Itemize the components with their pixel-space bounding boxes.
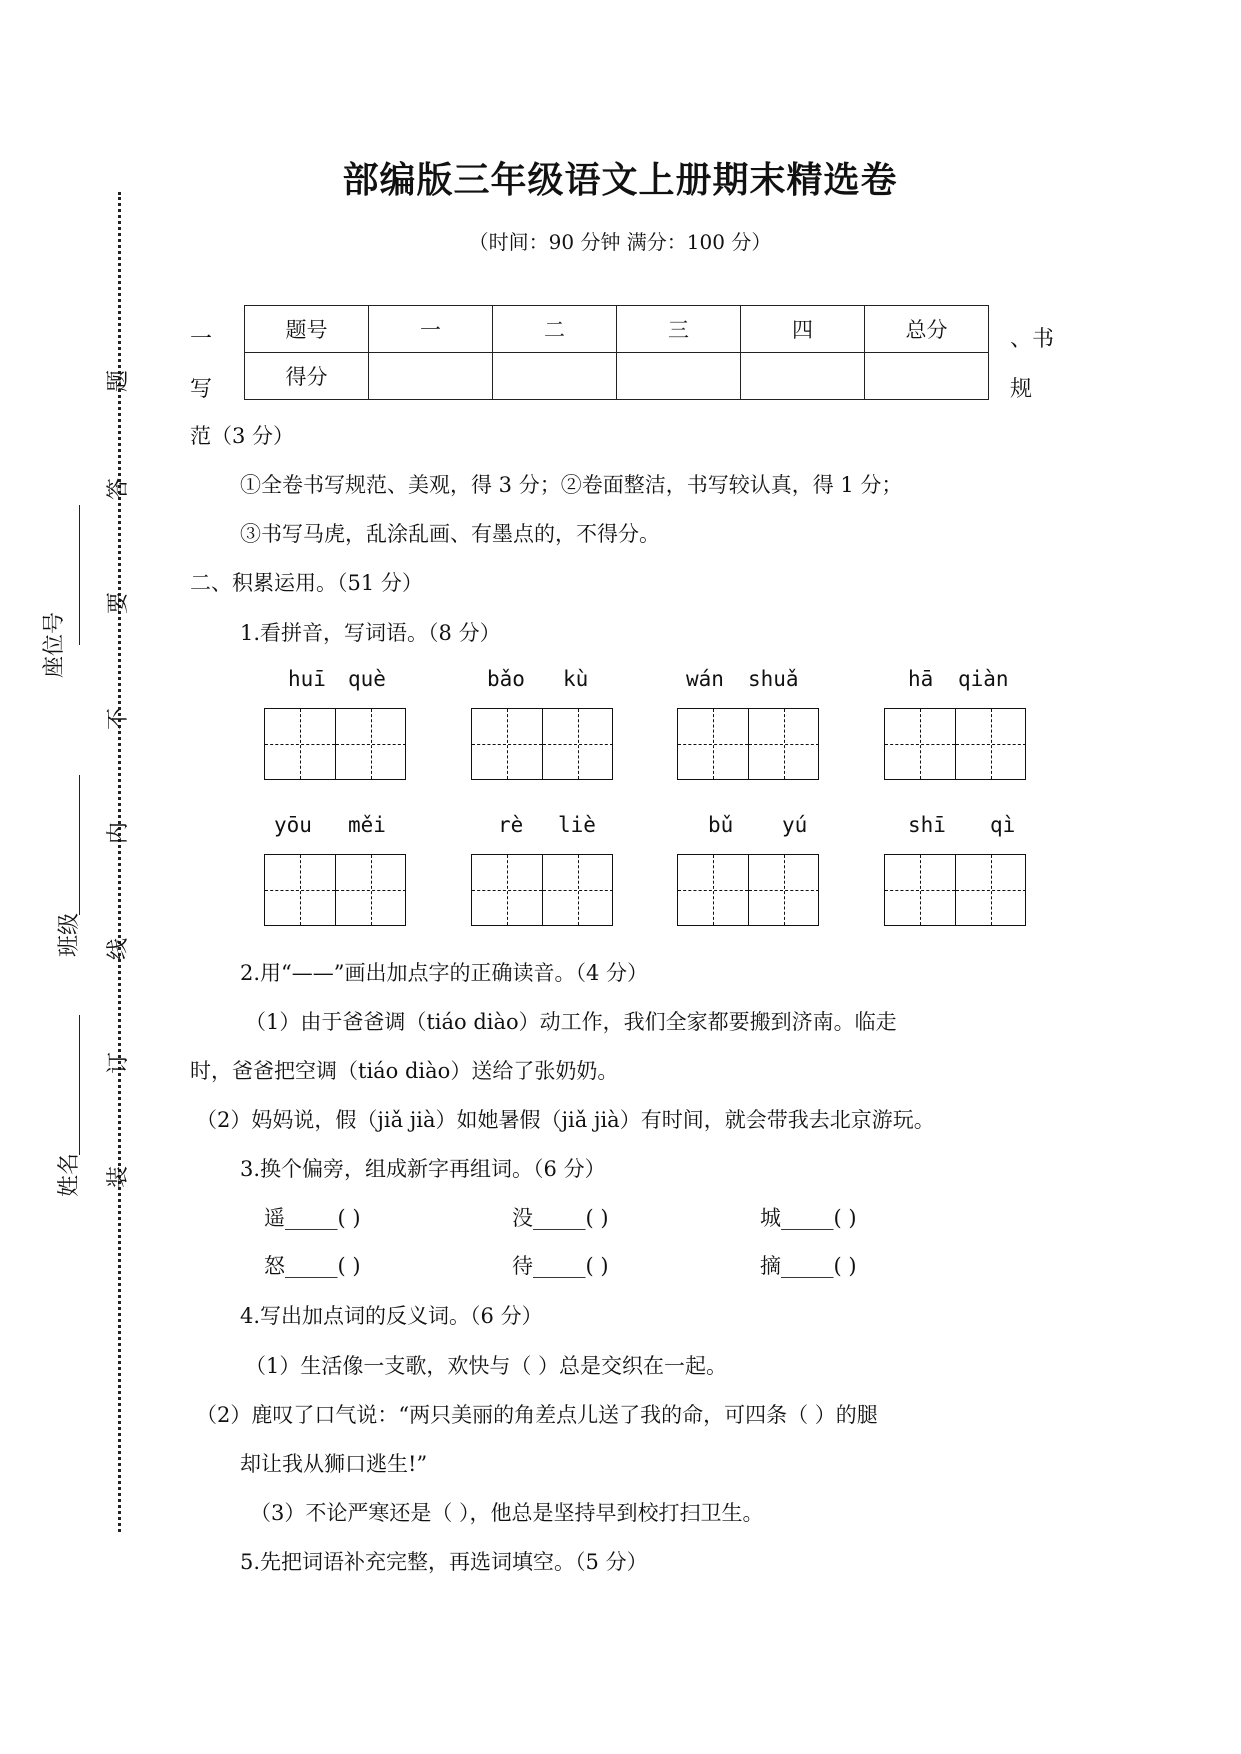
- q4-sentence: （3）不论严寒还是（ ），他总是坚持早到校打扫卫生。: [250, 1501, 764, 1525]
- writing-grid[interactable]: [884, 708, 1026, 780]
- q3-item[interactable]: 摘_____( ): [760, 1254, 857, 1278]
- writing-grid[interactable]: [884, 854, 1026, 926]
- pinyin: měi: [348, 813, 386, 837]
- pinyin: bǎo: [487, 667, 525, 691]
- class-label: 班级: [57, 913, 82, 958]
- table-header-cell: 四: [741, 306, 865, 353]
- q5-prompt: 5.先把词语补充完整，再选词填空。（5 分）: [240, 1550, 648, 1574]
- table-header-cell: 题号: [245, 306, 369, 353]
- q1-prompt: 1.看拼音，写词语。（8 分）: [240, 621, 501, 645]
- q3-item[interactable]: 城_____( ): [760, 1206, 857, 1230]
- table-header-cell: 三: [617, 306, 741, 353]
- pinyin: qiàn: [958, 667, 1009, 691]
- binding-char: 线: [106, 938, 131, 961]
- pinyin: huī: [288, 667, 326, 691]
- exam-info: （时间：90 分钟 满分：100 分）: [468, 230, 772, 254]
- score-cell[interactable]: [369, 353, 493, 400]
- rule-text: ①全卷书写规范、美观，得 3 分；②卷面整洁，书写较认真，得 1 分；: [240, 473, 903, 497]
- rule-text: ③书写马虎，乱涂乱画、有墨点的，不得分。: [240, 522, 660, 546]
- q4-sentence: （2）鹿叹了口气说：“两只美丽的角差点儿送了我的命，可四条（ ）的腿: [196, 1403, 878, 1427]
- score-table: [244, 305, 989, 400]
- q4-sentence: （1）生活像一支歌，欢快与（ ）总是交织在一起。: [245, 1354, 728, 1378]
- q4-prompt: 4.写出加点词的反义词。（6 分）: [240, 1304, 543, 1328]
- pinyin: qì: [990, 813, 1016, 837]
- pinyin: wán: [686, 667, 724, 691]
- q2-prompt: 2.用“——”画出加点字的正确读音。（4 分）: [240, 961, 649, 985]
- pinyin: hā: [908, 667, 934, 691]
- pinyin: yú: [782, 813, 808, 837]
- q2-sentence: （1）由于爸爸调（tiáo diào）动工作，我们全家都要搬到济南。临走: [245, 1010, 897, 1034]
- binding-char: 要: [106, 592, 131, 615]
- score-cell[interactable]: [865, 353, 989, 400]
- q2-sentence: （2）妈妈说，假（jiǎ jià）如她暑假（jiǎ jià）有时间，就会带我去北京游玩。: [196, 1108, 935, 1132]
- score-label-cell: 得分: [245, 353, 369, 400]
- q3-item[interactable]: 怒_____( ): [264, 1254, 361, 1278]
- writing-grid[interactable]: [471, 854, 613, 926]
- binding-char: 不: [106, 708, 131, 731]
- pinyin: liè: [558, 813, 596, 837]
- writing-grid[interactable]: [677, 854, 819, 926]
- binding-char: 答: [106, 478, 131, 501]
- section2-heading: 二、积累运用。（51 分）: [190, 571, 423, 595]
- pinyin: rè: [498, 813, 524, 837]
- table-header-cell: 一: [369, 306, 493, 353]
- q3-item[interactable]: 没_____( ): [512, 1206, 609, 1230]
- seat-number-label: 座位号: [42, 612, 67, 679]
- table-row: [245, 306, 989, 353]
- writing-grid[interactable]: [677, 708, 819, 780]
- name-line[interactable]: [79, 1015, 80, 1155]
- class-line[interactable]: [79, 775, 80, 915]
- q2-sentence: 时，爸爸把空调（tiáo diào）送给了张奶奶。: [190, 1059, 619, 1083]
- q3-item[interactable]: 待_____( ): [512, 1254, 609, 1278]
- pinyin: yōu: [274, 813, 312, 837]
- section1-heading-part: 写: [190, 377, 213, 402]
- q4-sentence: 却让我从狮口逃生!”: [240, 1452, 428, 1476]
- pinyin: shī: [908, 813, 946, 837]
- writing-grid[interactable]: [471, 708, 613, 780]
- binding-char: 题: [106, 370, 131, 393]
- binding-char: 内: [106, 822, 131, 845]
- score-cell[interactable]: [493, 353, 617, 400]
- section1-heading-part: 一: [190, 327, 213, 352]
- pinyin: kù: [563, 667, 589, 691]
- binding-char: 订: [106, 1052, 131, 1075]
- name-label: 姓名: [57, 1153, 82, 1198]
- q3-prompt: 3.换个偏旁，组成新字再组词。（6 分）: [240, 1157, 606, 1181]
- table-row: [245, 353, 989, 400]
- binding-char: 装: [106, 1166, 131, 1189]
- table-header-cell: 二: [493, 306, 617, 353]
- writing-grid[interactable]: [264, 708, 406, 780]
- page-title: 部编版三年级语文上册期末精选卷: [342, 159, 898, 201]
- section1-heading-part: 范（3 分）: [190, 424, 295, 448]
- writing-grid[interactable]: [264, 854, 406, 926]
- q3-item[interactable]: 遥_____( ): [264, 1206, 361, 1230]
- seat-number-line[interactable]: [79, 505, 80, 645]
- score-cell[interactable]: [617, 353, 741, 400]
- section1-heading-part: 规: [1010, 377, 1033, 402]
- pinyin: bǔ: [708, 813, 734, 837]
- section1-heading-part: 、书: [1010, 327, 1055, 352]
- score-cell[interactable]: [741, 353, 865, 400]
- table-header-cell: 总分: [865, 306, 989, 353]
- pinyin: què: [348, 667, 386, 691]
- pinyin: shuǎ: [748, 667, 799, 691]
